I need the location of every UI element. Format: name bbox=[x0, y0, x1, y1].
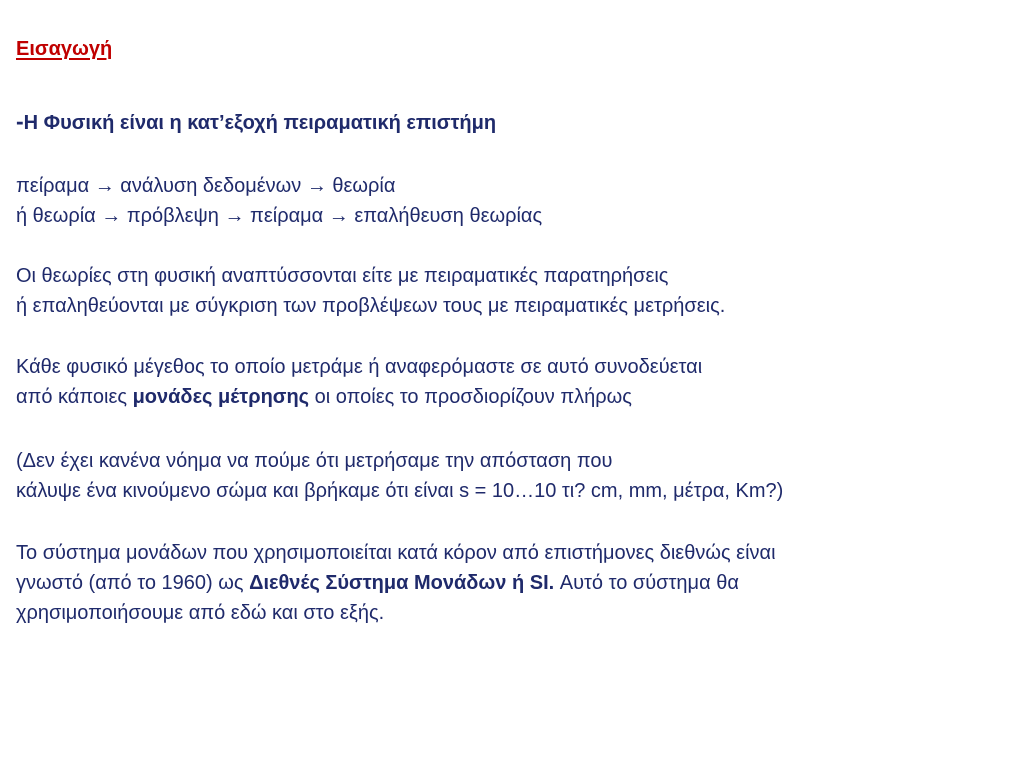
example-line-2: κάλυψε ένα κινούμενο σώμα και βρήκαμε ότι είναι s = 10…10 τι? cm, mm, μέτρα, Km?) bbox=[16, 480, 784, 502]
quantities-paragraph bbox=[16, 352, 1016, 412]
slide-subtitle bbox=[16, 108, 496, 135]
theories-line-2: ή επαληθεύονται με σύγκριση των προβλέψεων τους με πειραματικές μετρήσεις. bbox=[16, 295, 726, 317]
si-line-2 bbox=[16, 568, 1016, 598]
flow-line-2: ή θεωρία → πρόβλεψη → πείραμα → επαλήθευση θεωρίας bbox=[16, 205, 543, 227]
slide-title: Εισαγωγή bbox=[16, 38, 113, 60]
flow-line-1: πείραμα → ανάλυση δεδομένων → θεωρία bbox=[16, 175, 396, 197]
quantities-line-2-pre: από κάποιες bbox=[16, 386, 133, 408]
si-line-1: Το σύστημα μονάδων που χρησιμοποιείται κατά κόρον από επιστήμονες διεθνώς είναι bbox=[16, 542, 776, 564]
si-line-2-pre: γνωστό (από το 1960) ως bbox=[16, 572, 250, 594]
quantities-line-1: Κάθε φυσικό μέγεθος το οποίο μετράμε ή αναφερόμαστε σε αυτό συνοδεύεται bbox=[16, 356, 703, 378]
si-line-3: χρησιμοποιήσουμε από εδώ και στο εξής. bbox=[16, 602, 385, 624]
theories-line-1: Οι θεωρίες στη φυσική αναπτύσσονται είτε με πειραματικές παρατηρήσεις bbox=[16, 265, 669, 287]
units-of-measurement-emphasis: μονάδες μέτρησης bbox=[132, 386, 310, 408]
subtitle-dash: - bbox=[16, 108, 24, 134]
si-paragraph bbox=[16, 538, 1016, 628]
subtitle-text: Η Φυσική είναι η κατ’εξοχή πειραματική επιστήμη bbox=[23, 112, 497, 134]
flow-paragraph bbox=[16, 171, 1016, 231]
example-paragraph bbox=[16, 446, 1016, 506]
quantities-line-2-post: οι οποίες το προσδιορίζουν πλήρως bbox=[309, 386, 632, 408]
theories-paragraph bbox=[16, 261, 1016, 321]
si-line-2-post: Αυτό το σύστημα θα bbox=[554, 572, 739, 594]
quantities-line-2 bbox=[16, 382, 1016, 412]
example-line-1: (Δεν έχει κανένα νόημα να πούμε ότι μετρήσαμε την απόσταση που bbox=[16, 450, 613, 472]
si-system-emphasis: Διεθνές Σύστημα Μονάδων ή SI. bbox=[249, 572, 555, 594]
